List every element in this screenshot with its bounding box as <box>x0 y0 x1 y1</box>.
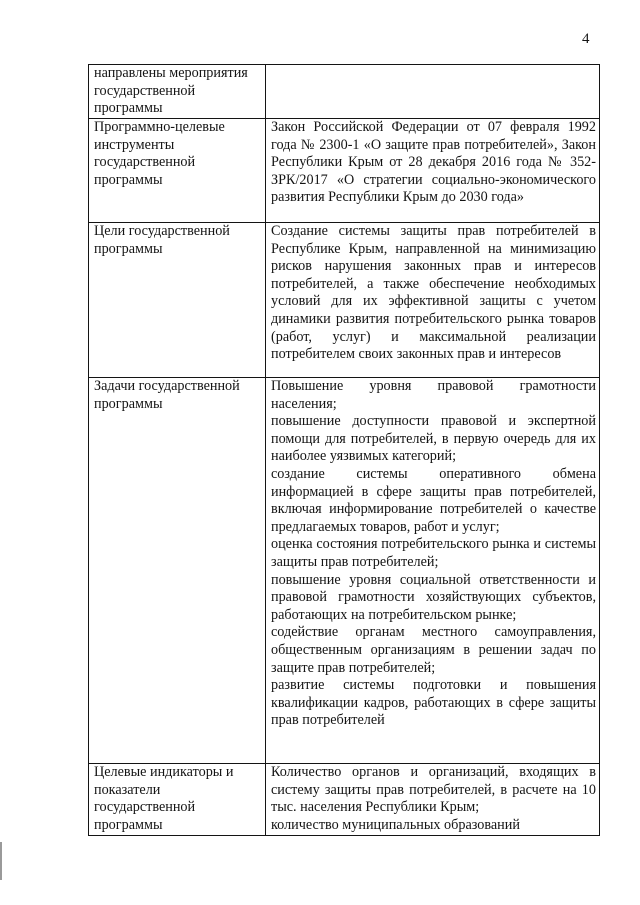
page-number: 4 <box>582 31 590 47</box>
table-row <box>89 378 600 764</box>
value-paragraph: повышение доступности правовой и экспертной помощи для потребителей, в первую очередь для их наиболее уязвимых категорий; <box>271 413 596 465</box>
value-paragraph: Количество органов и организаций, входящих в систему защиты прав потребителей, в расчете на 10 тыс. населения Республики Крым; <box>271 764 596 816</box>
label-line: направлены мероприятия <box>94 65 248 81</box>
row-label-cell <box>89 65 266 119</box>
label-line: инструменты <box>94 136 175 153</box>
scan-edge-mark <box>0 842 2 880</box>
value-paragraph: повышение уровня социальной ответственности и правовой грамотности хозяйствующих субъектов, работающих на потребительском рынке; <box>271 571 596 623</box>
row-value-cell <box>266 119 600 223</box>
value-paragraph: содействие органам местного самоуправления, общественным организациям в решении задач по защите прав потребителей; <box>271 624 596 676</box>
label-line: государственной <box>94 799 196 816</box>
label-line: Программно-целевые <box>94 119 225 135</box>
value-paragraph: создание системы оперативного обмена информацией в сфере защиты прав потребителей, включая информирование потребителей о качестве предлагаемых товаров, работ и услуг; <box>271 465 596 535</box>
label-line: программы <box>94 100 163 117</box>
label-line: Целевые индикаторы и <box>94 764 234 780</box>
row-value-cell <box>266 223 600 378</box>
row-label-cell <box>89 764 266 836</box>
label-line: программы <box>94 171 163 188</box>
table-row <box>89 119 600 223</box>
label-line: Задачи государственной <box>94 378 240 394</box>
value-paragraph: оценка состояния потребительского рынка и системы защиты прав потребителей; <box>271 536 596 570</box>
label-line: Цели государственной <box>94 223 230 239</box>
label-line: показатели <box>94 781 161 798</box>
table-row <box>89 65 600 119</box>
label-line: государственной <box>94 82 196 99</box>
value-paragraph: Закон Российской Федерации от 07 февраля 1992 года № 2300-1 «О защите прав потребителей», Закон Республики Крым от 28 декабря 2016 года № 352-ЗРК/2017 «О стратегии социально-экономического развития Республики Крым до 2030 года» <box>271 119 596 206</box>
table-row <box>89 764 600 836</box>
value-paragraph: Создание системы защиты прав потребителей в Республике Крым, направленной на минимизацию рисков нарушения законных прав и интересов потребителей, а также обеспечение необходимых условий для их эффективной защиты с учетом динамики развития потребительского рынка товаров (работ, услуг) и максимальной реализации потребителем своих законных прав и интересов <box>271 223 596 363</box>
row-label-cell <box>89 223 266 378</box>
row-label-cell <box>89 378 266 764</box>
row-value-cell <box>266 378 600 764</box>
value-paragraph: развитие системы подготовки и повышения квалификации кадров, работающих в сфере защиты прав потребителей <box>271 677 596 729</box>
label-line: государственной <box>94 154 196 171</box>
row-value-cell <box>266 65 600 119</box>
value-paragraph: Повышение уровня правовой грамотности населения; <box>271 378 596 412</box>
row-label-cell <box>89 119 266 223</box>
row-value-cell <box>266 764 600 836</box>
label-line: программы <box>94 816 163 833</box>
label-line: программы <box>94 240 163 257</box>
program-passport-table <box>88 64 600 836</box>
label-line: программы <box>94 395 163 412</box>
value-paragraph: количество муниципальных образований <box>271 816 520 833</box>
table-row <box>89 223 600 378</box>
